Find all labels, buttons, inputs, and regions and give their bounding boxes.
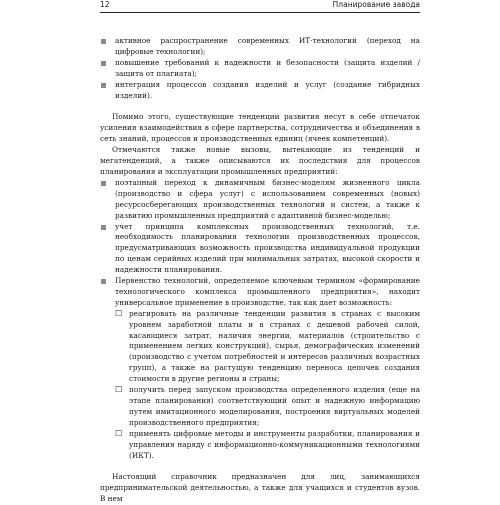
paragraph: Отмечаются также новые вызовы, вытекающие из тенденций и мегатенденций, а также описываются их последствия для процессов планирования и эксплуатации промышленных предприятий:: [100, 145, 420, 176]
list-item: [100, 222, 420, 277]
page-body: [100, 36, 420, 505]
checkbox-bullet-icon: ☐: [115, 308, 123, 318]
square-bullet-icon: [101, 83, 106, 88]
running-header: [100, 0, 420, 13]
list-item: [100, 80, 420, 102]
paragraph: Настоящий справочник предназначен для лиц, занимающихся предпринимательской деятельностью, а также для учащихся и студентов вузов. В нем: [100, 472, 420, 504]
sub-list-item: [100, 385, 420, 429]
list-item: [100, 178, 420, 222]
page-number: 12: [100, 0, 110, 9]
square-bullet-icon: [101, 225, 106, 230]
square-bullet-icon: [101, 181, 106, 186]
list-item-text: Первенство технологий, определяемое ключевым термином «формирование технологического комплекса промышленного предприятия», находит универсальное применение в производстве, так как дает возможность:: [115, 276, 420, 307]
list-item-text: повышение требований к надежности и безопасности (защита изделий / защита от плагиата);: [115, 57, 420, 78]
list-item: [100, 276, 420, 309]
square-bullet-icon: [101, 39, 106, 44]
sub-list-item-text: реагировать на различные тенденции развития в странах с высоким уровнем заработной платы и в странах с дешевой рабочей силой, касающиеся затрат, наличия энергии, материалов (строительство с применением легких конструкций), сырья, демографических изменений (производство с учетом потребностей и интересов различных возрастных групп), а также на растущую тенденцию переноса цепочек создания стоимости в другие регионы и страны;: [129, 308, 420, 384]
paragraph: Помимо этого, существующие тенденции развития несут в себе отпечаток усиления взаимодействия в сфере партнерства, сотрудничества и объединения в сеть знаний, процессов и производственных единиц (ячеек компетенций).: [100, 112, 420, 144]
sub-list-item: [100, 429, 420, 462]
sub-list-item: [100, 309, 420, 385]
section-title: Планирование завода: [332, 0, 420, 9]
checkbox-bullet-icon: ☐: [115, 428, 123, 438]
checkbox-bullet-icon: ☐: [115, 385, 123, 395]
list-item: [100, 36, 420, 58]
list-item-text: активное распространение современных ИТ-технологий (переход на цифровые технологии);: [115, 36, 420, 56]
list-item-text: учет принципа комплексных производственных технологий, т.е. необходимость планирования технологии производственных процессов, предусматривающих возможность производства индивидуальной продукции по ценам серийных изделий при минимальных затратах, высокой скорости и надежности планирования.: [115, 221, 420, 275]
square-bullet-icon: [101, 61, 106, 66]
list-item-text: поэтапный переход к динамичным бизнес-моделям жизненного цикла (производство и сфера услуг) с использованием современных (новых) ресурсосберегающих производственных технологий и систем, а также к развитию промышленных предприятий с адаптивной бизнес-моделью;: [115, 177, 420, 220]
list-item: [100, 58, 420, 80]
sub-list-item-text: получить перед запуском производства определенного изделия (еще на этапе планирования) соответствующий опыт и надежную информацию путем имитационного моделирования, построения виртуальных моделей производственного предприятия;: [129, 385, 420, 427]
square-bullet-icon: [101, 279, 106, 284]
sub-list-item-text: применять цифровые методы и инструменты разработки, планирования и управления наряду с информационно-коммуникационными технологиями (ИКТ).: [129, 428, 420, 460]
list-item-text: интеграция процессов создания изделий и услуг (создание гибридных изделий).: [115, 79, 420, 100]
